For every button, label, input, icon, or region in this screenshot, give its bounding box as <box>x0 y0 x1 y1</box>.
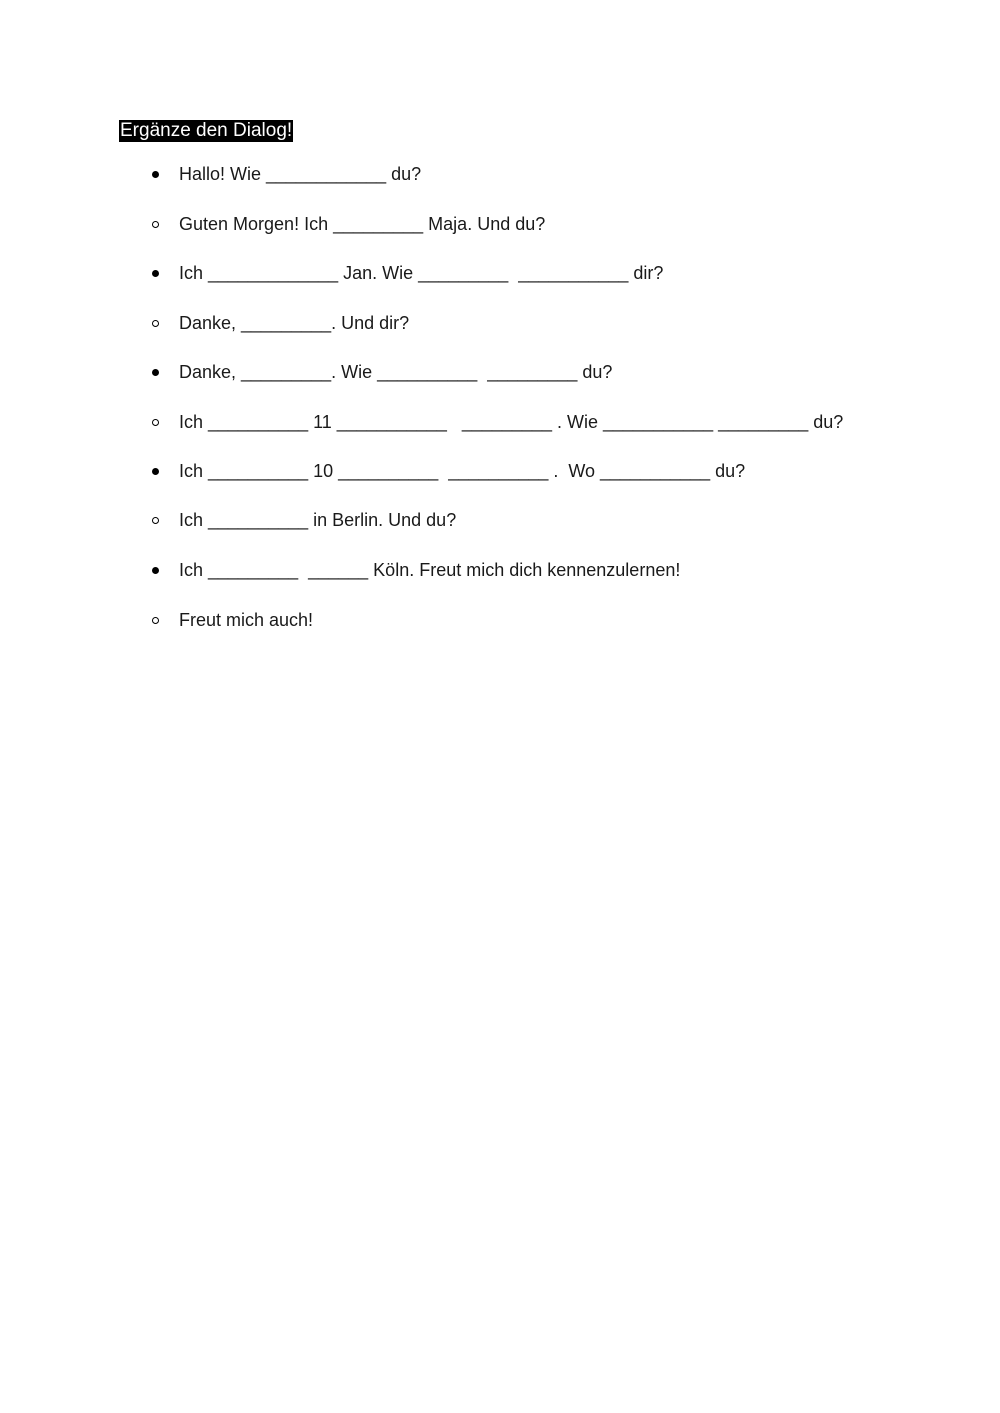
bullet-icon <box>146 458 164 484</box>
bullet-icon <box>146 260 164 286</box>
bullet-icon <box>146 161 164 187</box>
dialog-line-text: Ich _____________ Jan. Wie _________ ___________ dir? <box>179 263 664 283</box>
dialog-line-text: Hallo! Wie ____________ du? <box>179 164 422 184</box>
dialog-line-text: Freut mich auch! <box>179 610 314 630</box>
circle-bullet-icon <box>146 607 164 633</box>
circle-bullet-icon <box>146 507 164 533</box>
dialog-line-text: Ich __________ in Berlin. Und du? <box>179 510 457 530</box>
dialog-line-text: Danke, _________. Und dir? <box>179 313 410 333</box>
dialog-line <box>0 211 1000 237</box>
dialog-line <box>0 507 1000 533</box>
circle-bullet-icon <box>146 211 164 237</box>
circle-bullet-icon <box>146 310 164 336</box>
bullet-icon <box>146 557 164 583</box>
circle-bullet-icon <box>146 409 164 435</box>
dialog-line <box>0 310 1000 336</box>
worksheet-heading: Ergänze den Dialog! <box>120 120 293 141</box>
dialog-line <box>0 557 1000 583</box>
dialog-line <box>0 260 1000 286</box>
dialog-line-text: Guten Morgen! Ich _________ Maja. Und du? <box>179 214 546 234</box>
dialog-line-text: Ich __________ 11 ___________ _________ . Wie ___________ _________ du? <box>179 412 844 432</box>
dialog-line-text: Ich __________ 10 __________ __________ . Wo ___________ du? <box>179 461 746 481</box>
dialog-line <box>0 409 1000 435</box>
dialog-line <box>0 458 1000 484</box>
dialog-line <box>0 359 1000 385</box>
dialog-line-text: Danke, _________. Wie __________ _________ du? <box>179 362 613 382</box>
dialog-line <box>0 607 1000 633</box>
dialog-line <box>0 161 1000 187</box>
bullet-icon <box>146 359 164 385</box>
dialog-line-text: Ich _________ ______ Köln. Freut mich dich kennenzulernen! <box>179 560 681 580</box>
